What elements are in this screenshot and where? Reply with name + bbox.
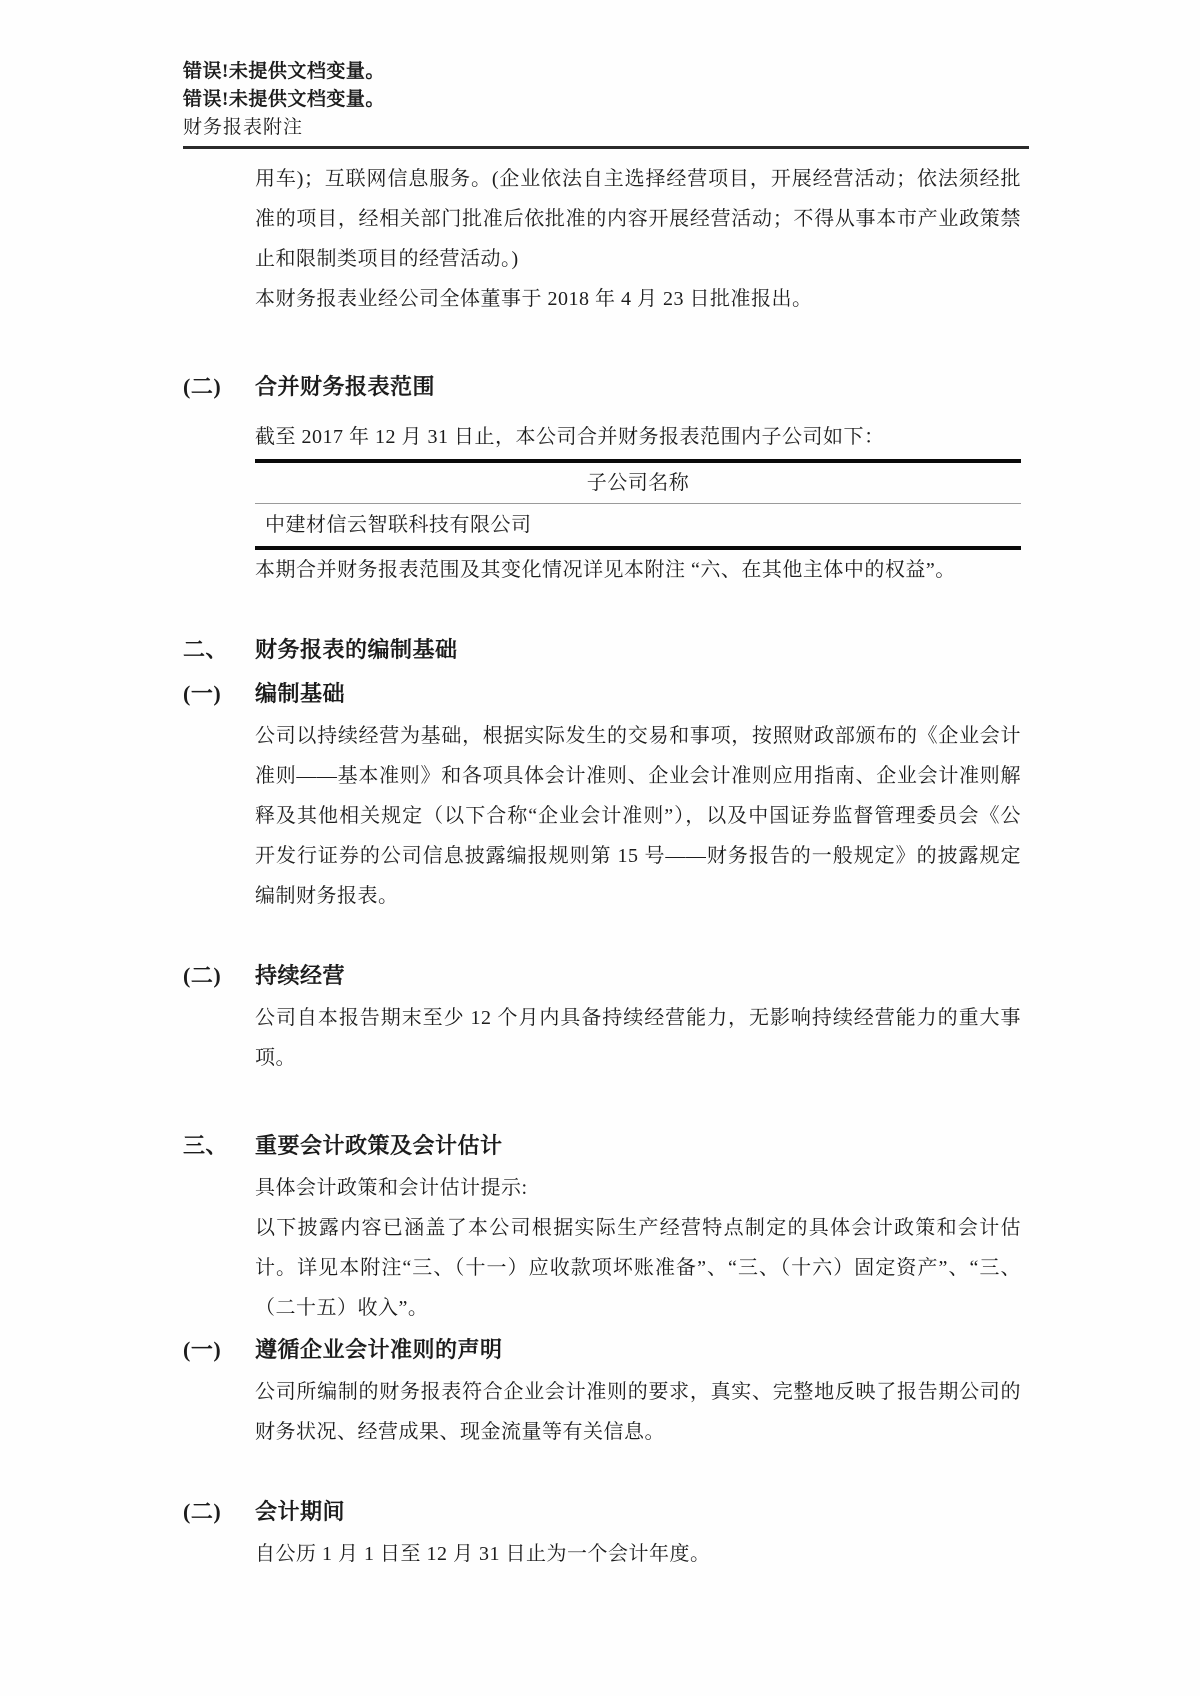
section-title: 遵循企业会计准则的声明 xyxy=(255,1337,503,1362)
paragraph: 截至 2017 年 12 月 31 日止，本公司合并财务报表范围内子公司如下： xyxy=(255,426,885,448)
section-title: 重要会计政策及会计估计 xyxy=(255,1133,503,1158)
paragraph: 公司以持续经营为基础，根据实际发生的交易和事项，按照财政部颁布的《企业会计准则——基本准则》和各项具体会计准则、企业会计准则应用指南、企业会计准则解释及其他相关规定（以下合称“企业会计准则”），以及中国证券监督管理委员会《公开发行证券的公司信息披露编报规则第 15 号——财务报告的一般规定》的披露规定编制财务报表。 xyxy=(255,725,1021,907)
table-row: 中建材信云智联科技有限公司 xyxy=(265,514,532,536)
header-doc-title: 财务报表附注 xyxy=(183,117,304,138)
section-title: 合并财务报表范围 xyxy=(255,374,436,399)
header-error-line-2: 错误!未提供文档变量。 xyxy=(183,89,385,110)
page-content xyxy=(183,58,1023,1574)
paragraph: 公司自本报告期末至少 12 个月内具备持续经营能力，无影响持续经营能力的重大事项。 xyxy=(255,1007,1021,1069)
document-body xyxy=(183,159,1023,1574)
paragraph: 自公历 1 月 1 日至 12 月 31 日止为一个会计年度。 xyxy=(255,1543,711,1565)
section-heading xyxy=(183,1328,1023,1372)
section-title: 会计期间 xyxy=(255,1499,346,1524)
paragraph: 公司所编制的财务报表符合企业会计准则的要求，真实、完整地反映了报告期公司的财务状况、经营成果、现金流量等有关信息。 xyxy=(255,1381,1021,1443)
section-heading xyxy=(183,628,1023,672)
paragraph: 用车)；互联网信息服务。(企业依法自主选择经营项目，开展经营活动；依法须经批准的项目，经相关部门批准后依批准的内容开展经营活动；不得从事本市产业政策禁止和限制类项目的经营活动。) xyxy=(255,168,1021,270)
subsidiaries-table xyxy=(255,459,1021,550)
section-heading xyxy=(183,1124,1023,1168)
header-error-line-1: 错误!未提供文档变量。 xyxy=(183,61,385,82)
section-number: 二、 xyxy=(183,637,229,662)
paragraph: 具体会计政策和会计估计提示: xyxy=(255,1177,528,1199)
table-header-subsidiary-name: 子公司名称 xyxy=(255,463,1021,504)
section-number: (一) xyxy=(183,681,222,706)
running-header xyxy=(183,58,1023,149)
section-heading xyxy=(183,1490,1023,1534)
section-heading xyxy=(183,954,1023,998)
section-number: (二) xyxy=(183,963,222,988)
section-heading xyxy=(183,672,1023,716)
section-number: (一) xyxy=(183,1337,222,1362)
paragraph: 本期合并财务报表范围及其变化情况详见本附注 “六、在其他主体中的权益”。 xyxy=(255,559,956,581)
section-title: 财务报表的编制基础 xyxy=(255,637,458,662)
header-rule xyxy=(183,146,1029,149)
section-number: (二) xyxy=(183,1499,222,1524)
section-number: 三、 xyxy=(183,1133,229,1158)
paragraph: 以下披露内容已涵盖了本公司根据实际生产经营特点制定的具体会计政策和会计估计。详见本附注“三、（十一）应收款项坏账准备”、“三、（十六）固定资产”、“三、（二十五）收入”。 xyxy=(255,1217,1021,1319)
section-number: (二) xyxy=(183,374,222,399)
section-title: 编制基础 xyxy=(255,681,346,706)
paragraph: 本财务报表业经公司全体董事于 2018 年 4 月 23 日批准报出。 xyxy=(255,288,813,310)
section-title: 持续经营 xyxy=(255,963,346,988)
section-heading xyxy=(183,365,1023,409)
